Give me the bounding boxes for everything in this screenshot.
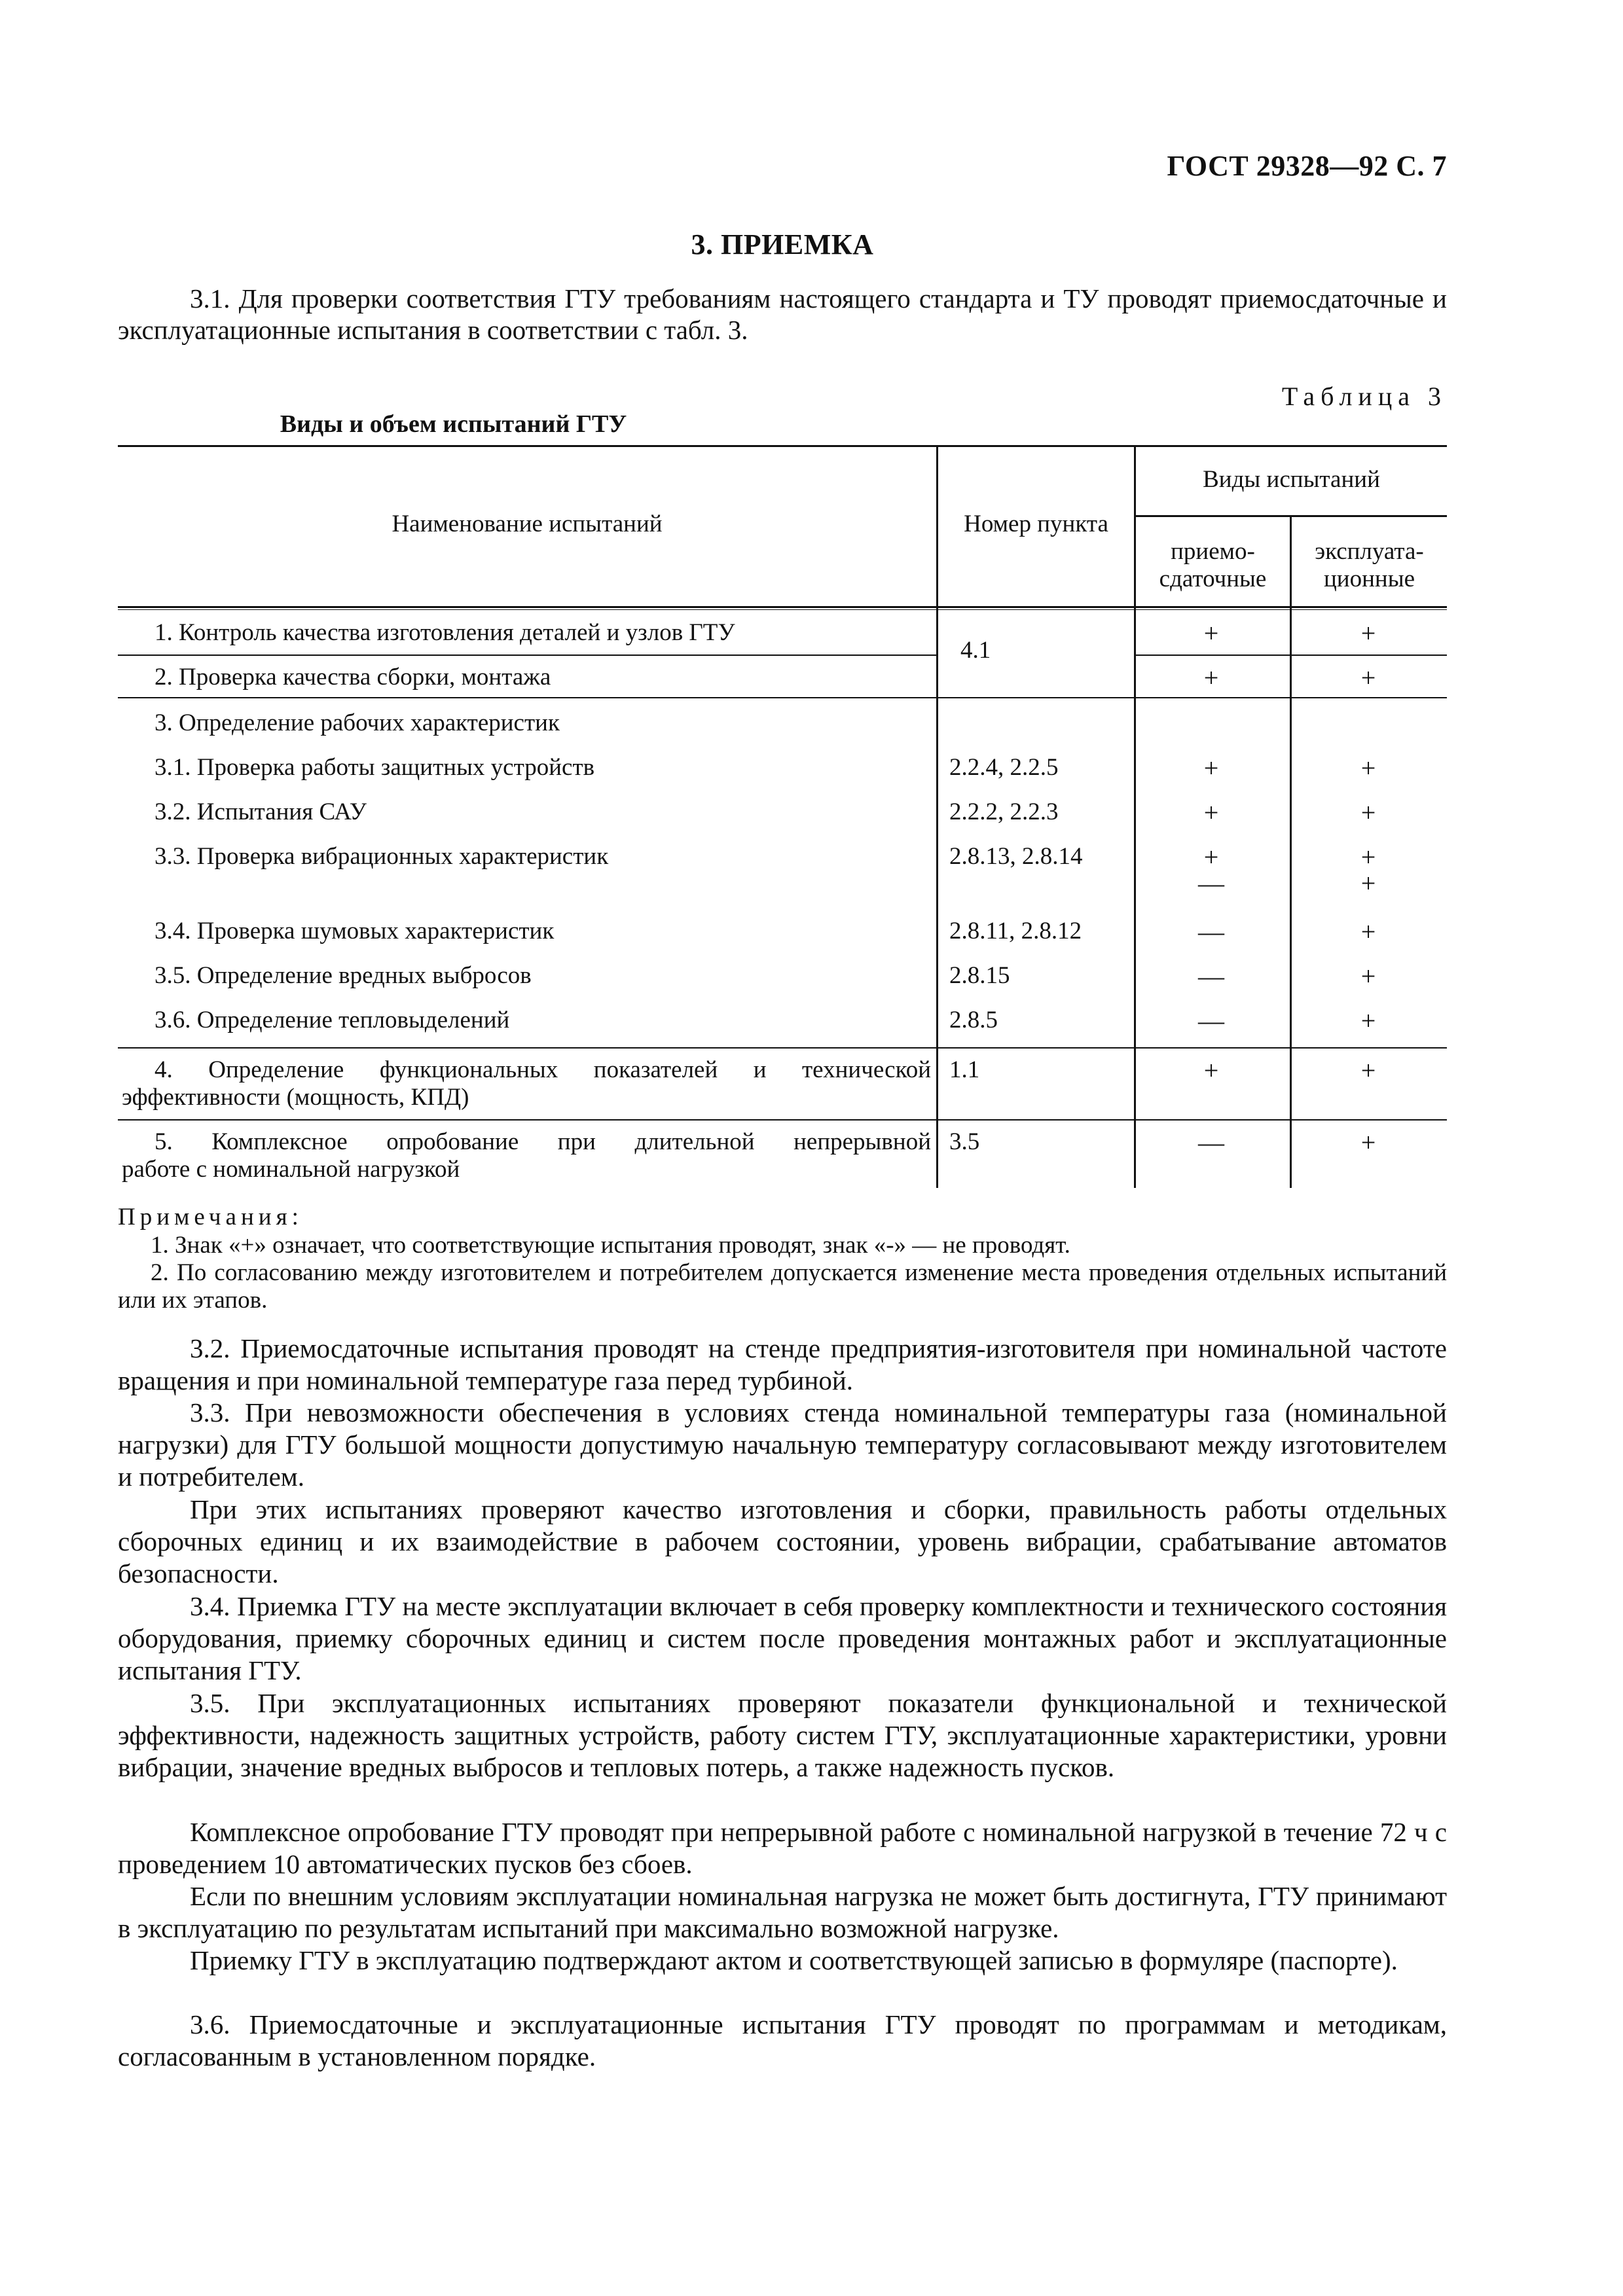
mark-operational: + [1360, 1056, 1376, 1085]
paragraph-3-6: 3.6. Приемосдаточные и эксплуатационные испытания ГТУ проводят по программам и методикам, согласованным в установленном порядке. [118, 2009, 1447, 2072]
table-row-name: 2. Проверка качества сборки, монтажа [155, 664, 551, 691]
table-row-name: 3.2. Испытания САУ [155, 798, 367, 825]
mark-acceptance: + [1203, 619, 1219, 648]
table-row-name-line-2: эффективности (мощность, КПД) [122, 1084, 469, 1111]
col-divider-name [936, 445, 938, 1188]
table-row-name-line-2: работе с номинальной нагрузкой [122, 1156, 460, 1183]
header-bottom-rule-2 [118, 609, 1447, 610]
header-acceptance-2: сдаточные [1159, 565, 1267, 592]
paragraph-3-4: 3.4. Приемка ГТУ на месте эксплуатации включает в себя проверку комплектности и технического состояния оборудования, приемку сборочных единиц и систем после проведения монтажных работ и эксплуатационные испытания ГТУ. [118, 1591, 1447, 1685]
table-row-name: 3.4. Проверка шумовых характеристик [155, 918, 555, 944]
table-row-number: 2.2.2, 2.2.3 [949, 798, 1059, 825]
page-header: ГОСТ 29328—92 С. 7 [1167, 150, 1447, 182]
table-row-name: 3.3. Проверка вибрационных характеристик [155, 843, 609, 870]
header-operational-2: ционные [1324, 565, 1415, 592]
table-row-name: 3.5. Определение вредных выбросов [155, 962, 532, 989]
table-row-name: 3.1. Проверка работы защитных устройств [155, 754, 595, 781]
notes-title: Примечания: [118, 1204, 303, 1230]
mark-acceptance-alt: — [1198, 869, 1224, 898]
table-row-name: 1. Контроль качества изготовления деталей и узлов ГТУ [155, 619, 735, 646]
table-row-number: 2.8.15 [949, 962, 1010, 989]
mark-acceptance: — [1198, 1128, 1224, 1157]
mark-acceptance: + [1203, 842, 1219, 872]
paragraph-3-1: 3.1. Для проверки соответствия ГТУ требованиям настоящего стандарта и ТУ проводят приемосдаточные и эксплуатационные испытания в соответствии с табл. 3. [118, 283, 1447, 345]
mark-acceptance: + [1203, 798, 1219, 827]
paragraph-3-3: 3.3. При невозможности обеспечения в условиях стенда номинальной температуры газа (номинальной нагрузки) для ГТУ большой мощности допустимую начальную температуру согласовывают между изготовителем и потребителем. [118, 1397, 1447, 1492]
paragraph-3-5-cont-2: Если по внешним условиям эксплуатации номинальная нагрузка не может быть достигнута, ГТУ принимают в эксплуатацию по результатам испытаний при максимально возможной нагрузке. [118, 1881, 1447, 1943]
table-row-name: 3. Определение рабочих характеристик [155, 709, 560, 736]
table-top-rule [118, 445, 1447, 447]
section-title: 3. ПРИЕМКА [691, 228, 874, 260]
paragraph-3-5-cont-1: Комплексное опробование ГТУ проводят при непрерывной работе с номинальной нагрузкой в течение 72 ч с проведением 10 автоматических пусков без сбоев. [118, 1817, 1447, 1879]
table-row-number: 3.5 [949, 1128, 980, 1155]
paragraph-3-5: 3.5. При эксплуатационных испытаниях проверяют показатели функциональной и технической эффективности, надежность защитных устройств, работу систем ГТУ, эксплуатационные характеристики, уровни вибрации, значение вредных выбросов и тепловых потерь, а также надежность пусков. [118, 1688, 1447, 1782]
row3-divider [118, 1047, 1447, 1049]
header-test-name: Наименование испытаний [392, 511, 663, 537]
mark-operational: + [1360, 619, 1376, 648]
mark-operational: + [1360, 1006, 1376, 1035]
mark-operational: + [1360, 917, 1376, 946]
table-row-number: 1.1 [949, 1056, 980, 1083]
mark-acceptance: — [1198, 917, 1224, 946]
mark-acceptance: — [1198, 1006, 1224, 1035]
header-acceptance-1: приемо- [1171, 538, 1255, 565]
mark-operational: + [1360, 961, 1376, 991]
table-row-number: 2.2.4, 2.2.5 [949, 754, 1059, 781]
paragraph-3-5-cont-3: Приемку ГТУ в эксплуатацию подтверждают актом и соответствующей записью в формуляре (паспорте). [190, 1945, 1398, 1975]
paragraph-3-2: 3.2. Приемосдаточные испытания проводят на стенде предприятия-изготовителя при номинальной частоте вращения и при номинальной температуре газа перед турбиной. [118, 1333, 1447, 1395]
table-row-name: 3.6. Определение тепловыделений [155, 1007, 510, 1033]
row4-divider [118, 1119, 1447, 1121]
mark-operational: + [1360, 798, 1376, 827]
table-row-number: 2.8.11, 2.8.12 [949, 918, 1082, 944]
mark-operational: + [1360, 753, 1376, 783]
mark-operational: + [1360, 1128, 1376, 1157]
mark-operational: + [1360, 663, 1376, 692]
paragraph-3-3-cont: При этих испытаниях проверяют качество изготовления и сборки, правильность работы отдельных сборочных единиц и их взаимодействие в рабочем состоянии, уровень вибрации, срабатывание автоматов безопасности. [118, 1494, 1447, 1588]
header-bottom-rule [118, 606, 1447, 608]
row1-divider [118, 655, 936, 656]
table-row-name-line-1: 5. Комплексное опробование при длительной непрерывной [155, 1128, 931, 1155]
header-test-types: Виды испытаний [1203, 466, 1380, 493]
shared-clause-number: 4.1 [960, 637, 991, 664]
mark-operational: + [1360, 842, 1376, 872]
mark-acceptance: + [1203, 663, 1219, 692]
mark-acceptance: — [1198, 961, 1224, 991]
mark-acceptance: + [1203, 1056, 1219, 1085]
note-1: 1. Знак «+» означает, что соответствующие испытания проводят, знак «-» — не проводят. [151, 1232, 1070, 1259]
header-clause-number: Номер пункта [964, 511, 1108, 537]
table-row-number: 2.8.13, 2.8.14 [949, 843, 1083, 870]
header-operational-1: эксплуата- [1315, 538, 1424, 565]
row2-divider [118, 697, 1447, 698]
mark-acceptance: + [1203, 753, 1219, 783]
table-title: Виды и объем испытаний ГТУ [280, 410, 627, 438]
mark-operational-alt: + [1360, 869, 1376, 898]
tests-table [118, 445, 1447, 1188]
table-row-number: 2.8.5 [949, 1007, 998, 1033]
note-2: 2. По согласованию между изготовителем и потребителем допускается изменение места проведения отдельных испытаний или их этапов. [118, 1259, 1447, 1314]
table-caption: Таблица 3 [1281, 382, 1447, 411]
col-divider-types [1290, 515, 1292, 1188]
table-row-name-line-1: 4. Определение функциональных показателей и технической [155, 1056, 931, 1083]
